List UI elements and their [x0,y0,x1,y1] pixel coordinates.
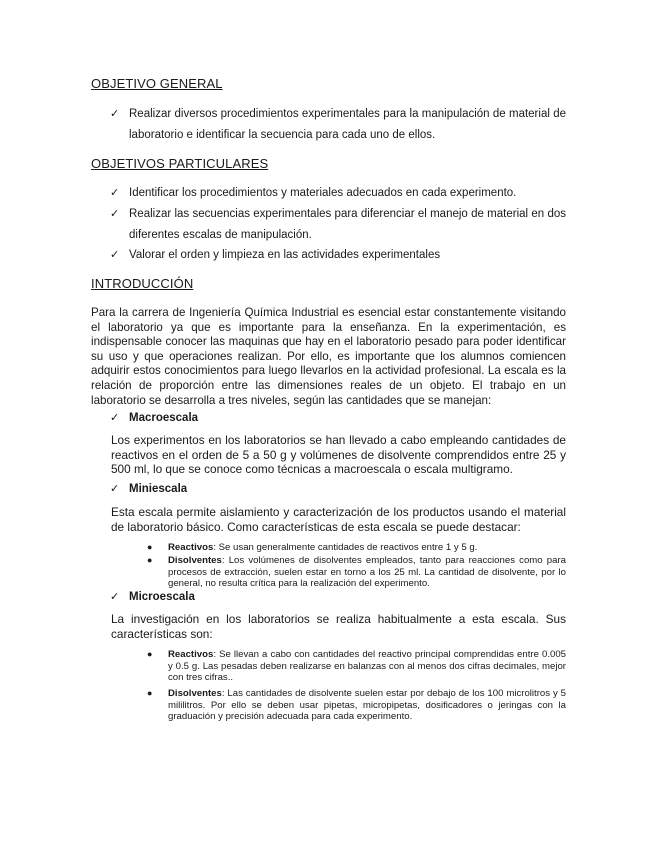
objetivo-particular-item [110,245,566,266]
macroescala-paragraph: Los experimentos en los laboratorios se han llevado a cabo empleando cantidades de reactivos en el orden de 5 a 50 g y volúmenes de disolvente comprendidos entre 25 y 500 ml, lo que se conoce como técnicas a macroescala o escala multigramo. [111,433,566,477]
checkmark-icon: ✓ [110,108,120,120]
miniescala-bullet [147,555,566,590]
miniescala-paragraph: Esta escala permite aislamiento y caracterización de los productos usando el material de laboratorio básico. Como características de esta escala se puede destacar: [111,505,566,534]
miniescala-heading [110,481,187,497]
objetivo-general-text: Realizar diversos procedimientos experimentales para la manipulación de material de laboratorio e identificar la secuencia para cada uno de ellos. [129,108,566,141]
bullet-term: Reactivos [168,649,214,660]
microescala-heading [110,589,195,605]
bullet-term: Disolventes [168,688,222,699]
objetivo-particular-item [110,204,566,246]
introduccion-heading: INTRODUCCIÓN [91,276,194,291]
bullet-icon: ● [147,649,153,659]
bullet-icon: ● [147,542,153,552]
bullet-icon: ● [147,555,153,565]
microescala-title: Microescala [129,591,195,603]
bullet-description: : Los volúmenes de disolventes empleados, tanto para reacciones como para procesos de extracción, suelen estar en torno a los 25 ml. La cantidad de disolvente, por lo general, no resulta crítica para la realización del experimento. [168,555,566,590]
microescala-paragraph: La investigación en los laboratorios se realiza habitualmente a esta escala. Sus características son: [111,612,566,641]
miniescala-title: Miniescala [129,483,188,495]
bullet-description: : Las cantidades de disolvente suelen estar por debajo de los 100 microlitros y 5 mililitros. Por ello se deben usar pipetas, micropipetas, dosificadores o jeringas con la graduación y precisión adecuada para cada experimento. [168,688,566,723]
bullet-description: : Se usan generalmente cantidades de reactivos entre 1 y 5 g. [213,542,478,553]
objetivo-general-heading: OBJETIVO GENERAL [91,76,223,91]
miniescala-bullet [147,542,566,554]
macroescala-heading [110,410,198,426]
checkmark-icon: ✓ [110,249,120,261]
checkmark-icon: ✓ [110,208,120,220]
checkmark-icon: ✓ [110,187,120,199]
checkmark-icon: ✓ [110,412,120,424]
checkmark-icon: ✓ [110,591,120,603]
bullet-term: Reactivos [168,542,214,553]
microescala-bullet [147,688,566,723]
checkmark-icon: ✓ [110,483,120,495]
objetivo-general-item [110,104,566,146]
introduccion-paragraph: Para la carrera de Ingeniería Química Industrial es esencial estar constantemente visitando el laboratorio ya que es importante para la enseñanza. En la experimentación, es indispensable conocer las maquinas que hay en el laboratorio pesado para poder identificar su uso y que operaciones realizan. Por ello, es importante que los alumnos comiencen adquirir estos conocimientos para luego llevarlos en la actividad profesional. La escala es la relación de proporción entre las dimensiones reales de un objeto. El trabajo en un laboratorio se desarrolla a tres niveles, según las cantidades que se manejan: [91,306,566,407]
objetivo-particular-item [110,183,566,204]
bullet-term: Disolventes [168,555,222,566]
microescala-bullet [147,649,566,684]
objetivo-particular-text: Identificar los procedimientos y materiales adecuados en cada experimento. [129,187,517,199]
objetivo-particular-text: Realizar las secuencias experimentales para diferenciar el manejo de material en dos diferentes escalas de manipulación. [129,208,566,241]
macroescala-title: Macroescala [129,412,199,424]
bullet-icon: ● [147,688,153,698]
bullet-description: : Se llevan a cabo con cantidades del reactivo principal comprendidas entre 0.005 y 0.5 g. Las pesadas deben realizarse en balanzas con al menos dos cifras decimales, mejor con tres cifras.. [168,649,566,684]
objetivo-particular-text: Valorar el orden y limpieza en las actividades experimentales [129,249,441,261]
objetivos-particulares-heading: OBJETIVOS PARTICULARES [91,156,269,171]
